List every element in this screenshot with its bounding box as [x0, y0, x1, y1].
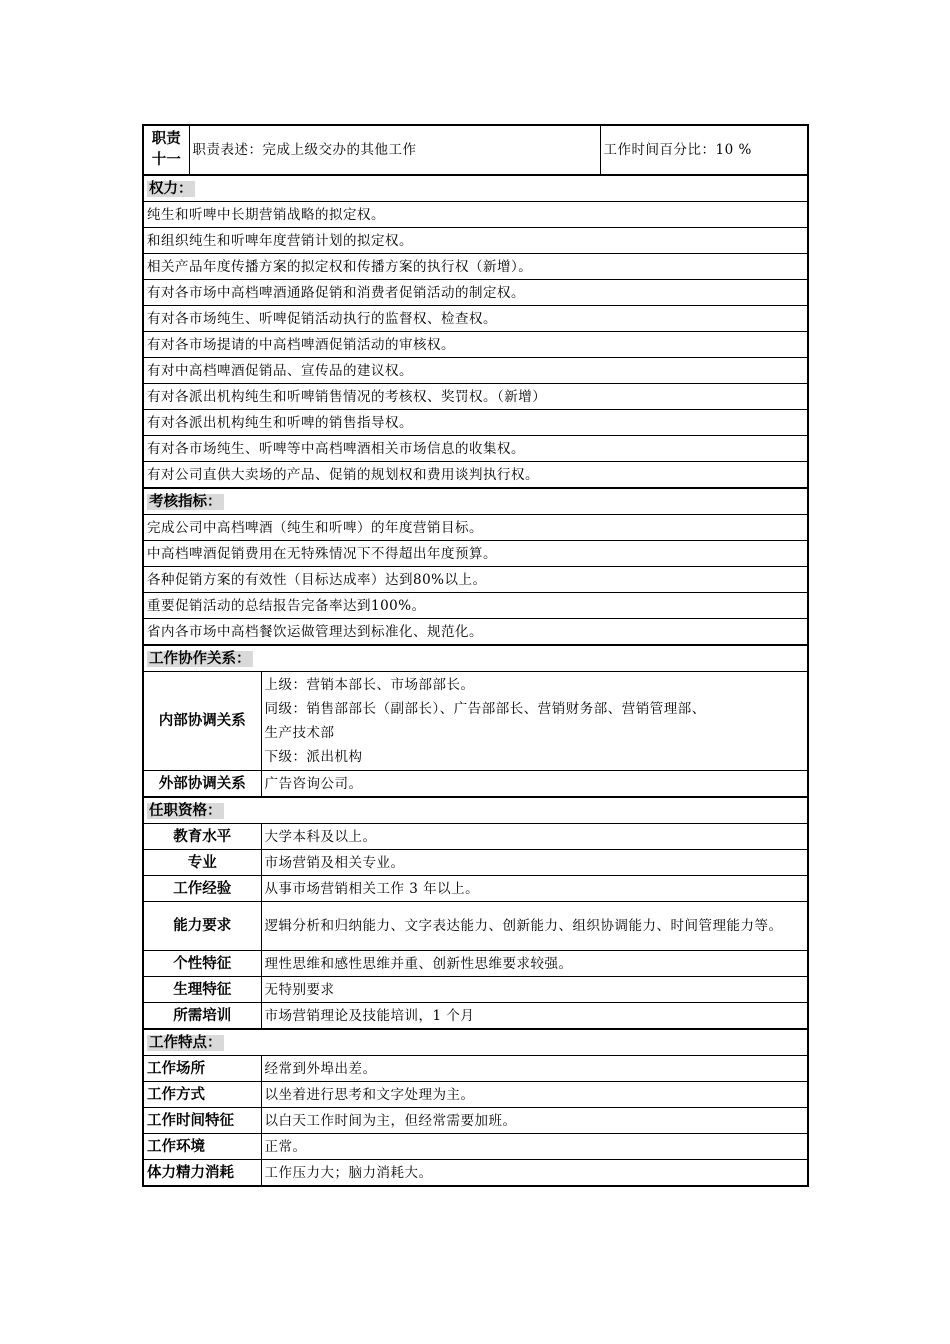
list-item — [143, 254, 808, 280]
features-section-header — [143, 1029, 808, 1056]
duty-header-row — [143, 125, 808, 175]
authority-item-2: 和组织纯生和听啤年度营销计划的拟定权。 — [143, 228, 808, 254]
external-relations-label: 外部协调关系 — [143, 771, 261, 798]
table-row — [143, 1082, 808, 1108]
list-item — [143, 462, 808, 489]
authority-item-8: 有对各派出机构纯生和听啤销售情况的考核权、奖罚权。（新增） — [143, 384, 808, 410]
workplace-label: 工作场所 — [143, 1056, 261, 1082]
table-row — [143, 1160, 808, 1187]
kpi-item-2: 中高档啤酒促销费用在无特殊情况下不得超出年度预算。 — [143, 541, 808, 567]
authority-item-9: 有对各派出机构纯生和听啤的销售指导权。 — [143, 410, 808, 436]
qualification-title: 任职资格： — [149, 802, 222, 819]
internal-relations-line-2: 同级：销售部部长（副部长）、广告部部长、营销财务部、营销管理部、 — [264, 701, 706, 717]
job-description-document — [142, 124, 807, 1187]
training-value: 市场营销理论及技能培训，1 个月 — [261, 1003, 808, 1030]
education-value: 大学本科及以上。 — [261, 824, 808, 850]
environment-label: 工作环境 — [143, 1134, 261, 1160]
list-item — [143, 202, 808, 228]
cooperation-title: 工作协作关系： — [149, 650, 251, 667]
personality-label: 个性特征 — [143, 951, 261, 977]
stamina-label: 体力精力消耗 — [143, 1160, 261, 1187]
list-item — [143, 280, 808, 306]
stamina-value: 工作压力大；脑力消耗大。 — [261, 1160, 808, 1187]
internal-relations-line-1: 上级：营销本部长、市场部部长。 — [264, 677, 475, 693]
external-relations-value: 广告咨询公司。 — [261, 771, 808, 798]
duty-description: 职责表述：完成上级交办的其他工作 — [189, 125, 600, 175]
authority-item-4: 有对各市场中高档啤酒通路促销和消费者促销活动的制定权。 — [143, 280, 808, 306]
major-label: 专业 — [143, 850, 261, 876]
table-row — [143, 977, 808, 1003]
kpi-section-header — [143, 488, 808, 515]
cooperation-section-header — [143, 645, 808, 672]
authority-title: 权力： — [149, 180, 193, 197]
list-item — [143, 332, 808, 358]
education-label: 教育水平 — [143, 824, 261, 850]
list-item — [143, 619, 808, 646]
job-description-table — [142, 124, 809, 1187]
physical-label: 生理特征 — [143, 977, 261, 1003]
features-title: 工作特点： — [149, 1034, 222, 1051]
ability-value: 逻辑分析和归纳能力、文字表达能力、创新能力、组织协调能力、时间管理能力等。 — [261, 902, 808, 951]
ability-label: 能力要求 — [143, 902, 261, 951]
table-row — [143, 850, 808, 876]
physical-value: 无特别要求 — [261, 977, 808, 1003]
list-item — [143, 384, 808, 410]
internal-relations-line-4: 下级：派出机构 — [264, 749, 363, 765]
kpi-title: 考核指标： — [149, 493, 222, 510]
list-item — [143, 358, 808, 384]
authority-item-7: 有对中高档啤酒促销品、宣传品的建议权。 — [143, 358, 808, 384]
table-row — [143, 1056, 808, 1082]
authority-item-5: 有对各市场纯生、听啤促销活动执行的监督权、检查权。 — [143, 306, 808, 332]
qualification-section-header — [143, 797, 808, 824]
work-time-value: 以白天工作时间为主，但经常需要加班。 — [261, 1108, 808, 1134]
experience-value: 从事市场营销相关工作 3 年以上。 — [261, 876, 808, 902]
authority-item-6: 有对各市场提请的中高档啤酒促销活动的审核权。 — [143, 332, 808, 358]
personality-value: 理性思维和感性思维并重、创新性思维要求较强。 — [261, 951, 808, 977]
duty-number-label: 职责十一 — [143, 125, 189, 175]
work-time-label: 工作时间特征 — [143, 1108, 261, 1134]
list-item — [143, 436, 808, 462]
training-label: 所需培训 — [143, 1003, 261, 1030]
list-item — [143, 306, 808, 332]
kpi-item-5: 省内各市场中高档餐饮运做管理达到标准化、规范化。 — [143, 619, 808, 646]
table-row — [143, 1003, 808, 1030]
internal-relations-line-3: 生产技术部 — [264, 725, 335, 741]
workplace-value: 经常到外埠出差。 — [261, 1056, 808, 1082]
table-row — [143, 902, 808, 951]
table-row — [143, 824, 808, 850]
time-percentage: 工作时间百分比：10 % — [600, 125, 808, 175]
authority-item-3: 相关产品年度传播方案的拟定权和传播方案的执行权（新增）。 — [143, 254, 808, 280]
environment-value: 正常。 — [261, 1134, 808, 1160]
table-row — [143, 876, 808, 902]
work-mode-label: 工作方式 — [143, 1082, 261, 1108]
external-relations-row — [143, 771, 808, 798]
kpi-item-4: 重要促销活动的总结报告完备率达到100%。 — [143, 593, 808, 619]
kpi-item-3: 各种促销方案的有效性（目标达成率）达到80%以上。 — [143, 567, 808, 593]
authority-item-1: 纯生和听啤中长期营销战略的拟定权。 — [143, 202, 808, 228]
table-row — [143, 1134, 808, 1160]
table-row — [143, 951, 808, 977]
list-item — [143, 410, 808, 436]
major-value: 市场营销及相关专业。 — [261, 850, 808, 876]
list-item — [143, 228, 808, 254]
table-row — [143, 1108, 808, 1134]
internal-relations-label: 内部协调关系 — [143, 672, 261, 771]
kpi-item-1: 完成公司中高档啤酒（纯生和听啤）的年度营销目标。 — [143, 515, 808, 541]
internal-relations-row — [143, 672, 808, 771]
list-item — [143, 567, 808, 593]
list-item — [143, 593, 808, 619]
authority-section-header — [143, 175, 808, 202]
work-mode-value: 以坐着进行思考和文字处理为主。 — [261, 1082, 808, 1108]
list-item — [143, 541, 808, 567]
authority-item-11: 有对公司直供大卖场的产品、促销的规划权和费用谈判执行权。 — [143, 462, 808, 489]
internal-relations-value — [261, 672, 808, 771]
authority-item-10: 有对各市场纯生、听啤等中高档啤酒相关市场信息的收集权。 — [143, 436, 808, 462]
list-item — [143, 515, 808, 541]
experience-label: 工作经验 — [143, 876, 261, 902]
